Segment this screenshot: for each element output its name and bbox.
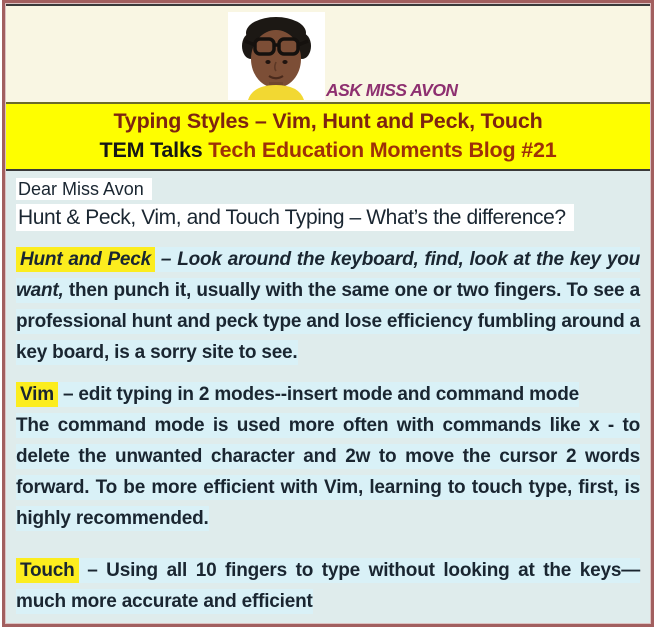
banner-subtitle-prefix: TEM Talks xyxy=(99,138,203,162)
question-line xyxy=(16,202,640,233)
banner-subtitle-rest: Tech Education Moments Blog #21 xyxy=(202,138,557,162)
para-vim-heading-rest: – edit typing in 2 modes--insert mode and command mode xyxy=(57,384,579,405)
banner-title: Typing Styles – Vim, Hunt and Peck, Touch xyxy=(113,109,543,133)
para-vim-rest: The command mode is used more often with commands like x - to delete the unwanted character and 2w to move the cursor 2 words forward. To be more efficient with Vim, learning to touch type, first, is highly recommended. xyxy=(16,415,640,529)
para-touch xyxy=(16,555,640,617)
header xyxy=(6,4,650,102)
salutation-text: Dear Miss Avon xyxy=(16,178,152,200)
ask-miss-avon-caption: ASK MISS AVON xyxy=(326,80,458,100)
question-text: Hunt & Peck, Vim, and Touch Typing – What’s the difference? xyxy=(16,204,574,231)
para-hunt-and-peck-italic-lead: – Look around the keyboard, find, look at the key you want, xyxy=(16,249,641,301)
inner-frame xyxy=(5,3,651,624)
para-hunt-and-peck xyxy=(16,244,640,368)
outer-frame xyxy=(2,0,654,627)
para-vim xyxy=(16,379,640,534)
keyword-highlight-hunt-and-peck: Hunt and Peck xyxy=(16,247,155,272)
para-touch-rest: – Using all 10 fingers to type without looking at the keys—much more accurate and efficient xyxy=(16,560,640,612)
letter-body xyxy=(6,171,650,623)
banner-subtitle xyxy=(6,136,650,165)
salutation-line xyxy=(16,177,640,202)
para-hunt-and-peck-rest: then punch it, usually with the same one or two fingers. To see a professional hunt and peck type and lose efficiency fumbling around a key board, is a sorry site to see. xyxy=(16,280,640,363)
title-banner xyxy=(6,102,650,171)
keyword-highlight-vim: Vim xyxy=(16,382,58,407)
keyword-highlight-touch: Touch xyxy=(16,558,79,583)
portrait-photo-icon xyxy=(228,12,325,100)
